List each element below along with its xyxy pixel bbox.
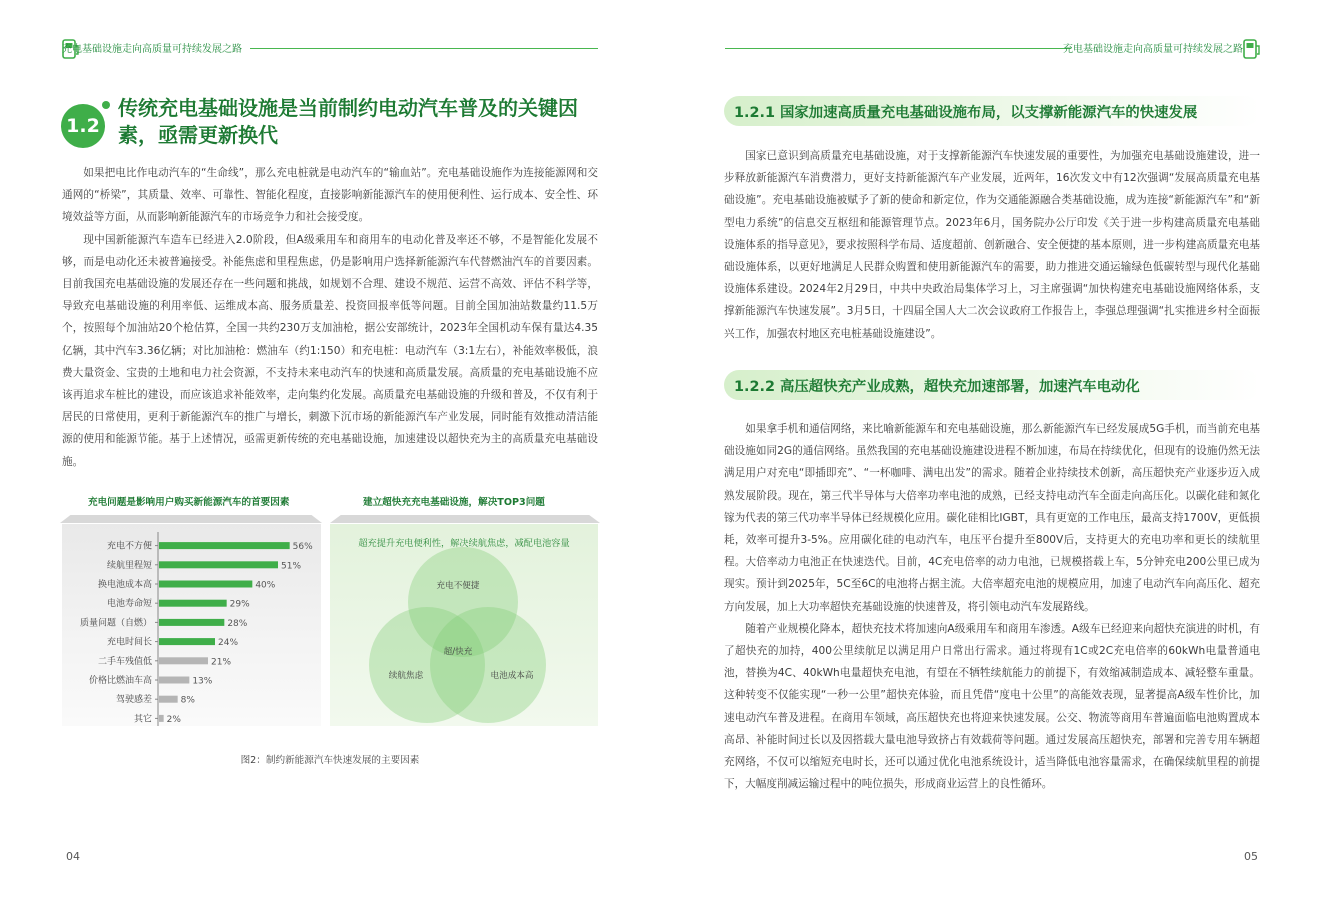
bar — [159, 600, 227, 607]
bar-value-label: 29% — [229, 599, 250, 610]
venn-label-top: 充电不便捷 — [436, 581, 480, 591]
bar-value-label: 40% — [255, 580, 276, 591]
venn-chart-title: 建立超快充充电基础设施，解决TOP3问题 — [363, 497, 545, 508]
bar — [159, 542, 290, 549]
bar — [159, 561, 278, 568]
venn-panel — [330, 524, 598, 726]
bar — [159, 715, 164, 722]
bar-chart-title: 充电问题是影响用户购买新能源汽车的首要因素 — [88, 497, 290, 508]
paragraph: 如果把电比作电动汽车的“生命线”，那么充电桩就是电动汽车的“输血站”。充电基础设施作为连接能源网和交通网的“桥梁”，其质量、效率、可靠性、智能化程度，直接影响新能源汽车的使用便利性、运行成本、安全性、环境效益等方面，从而影响新能源汽车的市场竞争力和社会接受度。 — [62, 167, 598, 224]
bar-category-label: 换电池成本高 — [97, 580, 152, 590]
section-badge-dot — [102, 101, 110, 109]
paragraph: 现中国新能源汽车造车已经进入2.0阶段，但A级乘用车和商用车的电动化普及率还不够，不是智能化发展不够，而是电动化还未被普遍接受。补能焦虑和里程焦虑，仍是影响用户选择新能源汽车代替燃油汽车的首要因素。目前我国充电基础设施的发展还存在一些问题和挑战，如规划不合理、建设不规范、运营不高效、评估不科学等，导致充电基础设施的利用率低、运维成本高、服务质量差、投资回报率低等问题。目前全国加油站数量约11.5万个，按照每个加油站20个枪估算，全国一共约230万支加油枪，据公安部统计，2023年全国机动车保有量达4.35亿辆，其中汽车3.36亿辆；对比加油枪：燃油车（约1:150）和充电桩：电动汽车（3:1左右），补能效率极低，浪费大量资金、宝贵的土地和电力社会资源，不支持未来电动汽车的快速和高质量发展。高质量的充电基础设施不应该再追求车桩比的建设，而应该追求补能效率，走向集约化发展。高质量充电基础设施的升级和普及，不仅有利于居民的日常使用，更利于新能源汽车的推广与增长，刺激下沉市场的新能源汽车产业发展，同时能有效推动清洁能源的使用和能源节能。基于上述情况，亟需更新传统的充电基础设施，加速建设以超快充为主的高质量充电基础设施。 — [62, 233, 598, 468]
paragraph: 国家已意识到高质量充电基础设施，对于支撑新能源汽车快速发展的重要性，为加强充电基础设施建设，进一步释放新能源汽车消费潜力，更好支持新能源汽车产业发展，近两年，16次发文中有12次强调“发展高质量充电基础设施”。充电基础设施被赋予了新的使命和新定位，作为交通能源融合类基础设施，成为连接“新能源汽车”和“新型电力系统”的信息交互枢纽和能源管理节点。2023年6月，国务院办公厅印发《关于进一步构建高质量充电基础设施体系的指导意见》，要求按照科学布局、适度超前、创新融合、安全便捷的基本原则，进一步构建高质量充电基础设施体系，以更好地满足人民群众购置和使用新能源汽车的需要，助力推进交通运输绿色低碳转型与现代化基础设施体系建设。2024年2月29日，中共中央政治局集体学习上，习主席强调“加快构建充电基础设施网络体系，支撑新能源汽车快速发展”。3月5日，十四届全国人大二次会议政府工作报告上，李强总理强调“扎实推进乡村全面振兴工作，加强农村地区充电桩基础设施建设”。 — [724, 150, 1260, 340]
bar-value-label: 21% — [211, 657, 232, 668]
bar-category-label: 电池寿命短 — [106, 599, 152, 610]
venn-label-left: 续航焦虑 — [388, 671, 424, 681]
bar-category-label: 充电不方便 — [106, 541, 152, 552]
chart-tab-decoration — [330, 515, 600, 523]
paragraph: 如果拿手机和通信网络，来比喻新能源车和充电基础设施，那么新能源汽车已经发展成5G手机，而当前充电基础设施如同2G的通信网络。虽然我国的充电基础设施建设进程不断加速，布局在持续优化，但现有的设施仍然无法满足用户对充电“即插即充”、“一杯咖啡、满电出发”的需求。随着企业持续技术创新，高压超快充产业逐步迈入成熟发展阶段。现在，第三代半导体与大倍率功率电池的成熟，已经支持电动汽车全面走向高压化。以碳化硅和氮化镓为代表的第三代功率半导体已经规模化应用。碳化硅相比IGBT，具有更宽的工作电压，最高支持1700V，更低损耗，效率可提升3-5%。应用碳化硅的电动汽车，电压平台提升至800V后，支持更大的充电功率和更长的续航里程。大倍率动力电池正在快速迭代。目前，4C充电倍率的动力电池，已规模搭载上车，5分钟充电200公里已成为现实。预计到2025年，5C至6C的电池将占据主流。大倍率超充电池的规模应用，加速了电动汽车向高压化、超充方向发展，加上大功率超快充基础设施的快速普及，将引领电动汽车发展路线。 — [724, 423, 1260, 613]
page-number-right: 05 — [1244, 850, 1258, 863]
header-divider-left — [250, 48, 598, 49]
venn-subtitle: 超充提升充电便利性，解决续航焦虑，减配电池容量 — [358, 538, 570, 549]
bar-category-label: 其它 — [133, 714, 152, 725]
header-title-left: 充电基础设施走向高质量可持续发展之路 — [62, 44, 242, 55]
right-body-text-2 — [724, 418, 1260, 795]
bar-category-label: 价格比燃油车高 — [88, 676, 152, 686]
bar-category-label: 二手车残值低 — [97, 656, 152, 667]
figure-caption: 图2：制约新能源汽车快速发展的主要因素 — [240, 755, 420, 766]
page-number-left: 04 — [66, 850, 80, 863]
venn-circle-right — [430, 607, 546, 723]
bar — [159, 638, 215, 645]
bar — [159, 619, 224, 626]
paragraph: 随着产业规模化降本，超快充技术将加速向A级乘用车和商用车渗透。A级车已经迎来向超快充演进的时机，有了超快充的加持，400公里续航足以满足用户日常出行需求。通过将现有1C或2C充电倍率的60kWh电量普通电池，替换为4C、40kWh电量超快充电池，有望在不牺牲续航能力的前提下，有效缩减制造成本、减轻整车重量。这种转变不仅能实现“一秒一公里”超快充体验，而且凭借“度电十公里”的高能效表现，显著提高A级车性价比，加速电动汽车普及进程。在商用车领域，高压超快充也将迎来快速发展。公交、物流等商用车普遍面临电池购置成本高昂、补能时间过长以及因搭载大量电池导致挤占有效载荷等问题。通过发展高压超快充，部署和完善专用车辆超充网络，不仅可以缩短充电时长，还可以通过优化电池系统设计，适当降低电池容量需求，在确保续航里程的前提下，大幅度削减运输过程中的吨位损失，形成商业运营上的良性循环。 — [724, 622, 1260, 791]
subsection-title-1: 1.2.1 国家加速高质量充电基础设施布局，以支撑新能源汽车的快速发展 — [724, 96, 1260, 126]
charger-logo-icon — [1243, 38, 1261, 60]
venn-diagram — [330, 524, 598, 726]
bar-value-label: 56% — [292, 542, 313, 553]
venn-label-right: 电池成本高 — [490, 671, 534, 681]
header-title-right: 充电基础设施走向高质量可持续发展之路 — [1063, 44, 1243, 55]
chart-tab-decoration — [60, 515, 322, 523]
bar — [159, 657, 208, 664]
bar-value-label: 24% — [218, 638, 239, 649]
bar — [159, 696, 178, 703]
bar — [159, 677, 189, 684]
bar-category-label: 质量问题（自燃） — [79, 618, 152, 629]
right-body-text-1 — [724, 145, 1260, 345]
bar-category-label: 充电时间长 — [106, 637, 152, 648]
bar-value-label: 8% — [180, 695, 195, 706]
bar-value-label: 51% — [281, 561, 302, 572]
header-divider-right — [725, 48, 1071, 49]
venn-label-center: 超/快充 — [443, 647, 473, 657]
bar-value-label: 13% — [192, 676, 213, 687]
left-body-text — [62, 162, 598, 473]
bar — [159, 581, 252, 588]
section-title: 传统充电基础设施是当前制约电动汽车普及的关键因素，亟需更新换代 — [118, 96, 578, 147]
bar-category-label: 驾驶感差 — [115, 695, 152, 706]
bar-chart — [62, 524, 321, 726]
section-number-badge: 1.2 — [61, 104, 105, 148]
bar-value-label: 2% — [166, 714, 181, 725]
subsection-title-2: 1.2.2 高压超快充产业成熟，超快充加速部署，加速汽车电动化 — [724, 370, 1260, 400]
bar-value-label: 28% — [227, 618, 248, 629]
bar-chart-panel — [62, 524, 321, 726]
bar-category-label: 续航里程短 — [106, 560, 152, 571]
